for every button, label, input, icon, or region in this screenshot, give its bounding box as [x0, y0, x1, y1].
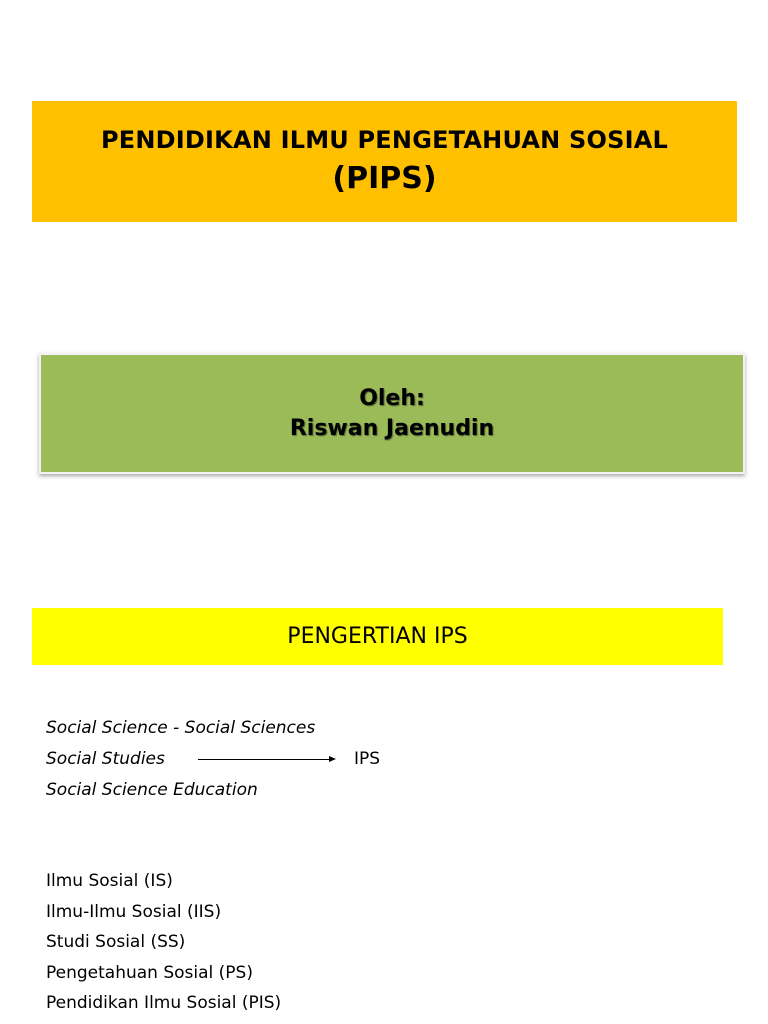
arrow-right-icon	[329, 756, 336, 762]
list-item: Pendidikan Ilmu Sosial (PIS)	[46, 993, 282, 1013]
arrow-connector	[198, 744, 334, 775]
arrow-target-label: IPS	[354, 749, 381, 769]
term-item: Social Science - Social Sciences	[46, 718, 316, 738]
synonym-list	[46, 866, 281, 1019]
section-banner	[32, 608, 723, 665]
list-item: Ilmu Sosial (IS)	[46, 871, 173, 891]
author-name: Riswan Jaenudin	[289, 415, 495, 441]
arrow-line	[198, 759, 334, 760]
author-box	[39, 353, 745, 474]
list-item: Pengetahuan Sosial (PS)	[46, 962, 253, 983]
page-title-abbreviation: (PIPS)	[332, 160, 437, 196]
term-item: Social Studies	[46, 749, 165, 769]
title-banner	[32, 101, 737, 222]
author-label: Oleh:	[359, 385, 425, 411]
list-item: Studi Sosial (SS)	[46, 932, 186, 952]
list-item: Ilmu-Ilmu Sosial (IIS)	[46, 901, 222, 922]
page-title: PENDIDIKAN ILMU PENGETAHUAN SOSIAL	[100, 125, 668, 154]
term-item: Social Science Education	[46, 780, 258, 800]
section-heading: PENGERTIAN IPS	[287, 624, 468, 649]
